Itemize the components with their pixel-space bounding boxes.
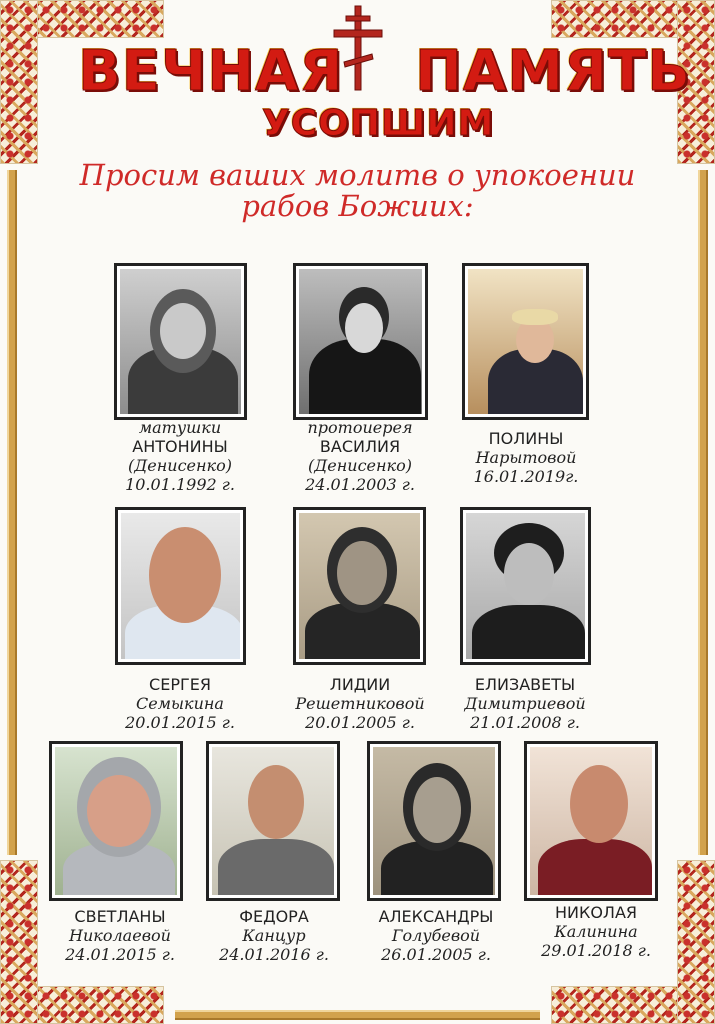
caption-antonina — [100, 418, 260, 494]
portrait-photo — [460, 507, 591, 665]
date-label: 26.01.2005 г. — [381, 945, 491, 964]
name-label: ПОЛИНЫ — [488, 429, 564, 448]
banner-word-right: ПАМЯТЬ — [415, 39, 691, 104]
date-label: 21.01.2008 г. — [470, 713, 580, 732]
caption-vasiliy — [280, 418, 440, 494]
portrait-photo — [462, 263, 589, 420]
date-label: 29.01.2018 г. — [541, 941, 651, 960]
portrait-photo — [524, 741, 658, 901]
ornament-right-bottom — [677, 860, 715, 1024]
name-label: СВЕТЛАНЫ — [74, 907, 166, 926]
date-label: 24.01.2016 г. — [219, 945, 329, 964]
name-label: СЕРГЕЯ — [149, 675, 211, 694]
surname-label: (Денисенко) — [128, 456, 232, 475]
portrait-photo — [367, 741, 501, 901]
border-right — [698, 170, 708, 855]
date-label: 24.01.2015 г. — [65, 945, 175, 964]
name-label: АНТОНИНЫ — [132, 437, 228, 456]
ornament-left-top — [0, 0, 38, 164]
border-left — [7, 170, 17, 855]
caption-nikolay — [516, 903, 676, 960]
surname-label: Калинина — [554, 922, 638, 941]
surname-label: (Денисенко) — [308, 456, 412, 475]
date-label: 16.01.2019г. — [473, 467, 579, 486]
banner-word-sub: УСОПШИМ — [262, 103, 495, 144]
surname-label: Димитриевой — [464, 694, 586, 713]
surname-label: Семыкина — [136, 694, 224, 713]
name-label: ВАСИЛИЯ — [319, 437, 401, 456]
date-label: 24.01.2003 г. — [305, 475, 415, 494]
surname-label: Нарытовой — [475, 448, 577, 467]
surname-label: Решетниковой — [295, 694, 425, 713]
date-label: 20.01.2005 г. — [305, 713, 415, 732]
rank-label: протоиерея — [307, 418, 413, 437]
portrait-photo — [206, 741, 340, 901]
caption-svetlana — [40, 907, 200, 964]
name-label: ЛИДИИ — [329, 675, 391, 694]
date-label: 10.01.1992 г. — [125, 475, 235, 494]
surname-label: Голубевой — [391, 926, 481, 945]
name-label: АЛЕКСАНДРЫ — [378, 907, 494, 926]
border-bottom — [175, 1010, 540, 1020]
prayer-request-line1: Просим ваших молитв о упокоении — [79, 158, 636, 192]
orthodox-cross-icon — [328, 4, 388, 94]
surname-label: Канцур — [242, 926, 306, 945]
rank-label: матушки — [138, 418, 222, 437]
banner-word-left: ВЕЧНАЯ — [78, 39, 344, 104]
caption-aleksandra — [356, 907, 516, 964]
caption-lidiya — [280, 675, 440, 732]
prayer-request-line2: рабов Божиих: — [241, 189, 474, 223]
caption-sergey — [100, 675, 260, 732]
ornament-left-bottom — [0, 860, 38, 1024]
surname-label: Николаевой — [69, 926, 171, 945]
name-label: НИКОЛАЯ — [554, 903, 638, 922]
portrait-photo — [115, 507, 246, 665]
portrait-photo — [293, 263, 428, 420]
name-label: ФЕДОРА — [239, 907, 309, 926]
caption-fedor — [194, 907, 354, 964]
portrait-photo — [293, 507, 426, 665]
name-label: ЕЛИЗАВЕТЫ — [474, 675, 576, 694]
caption-polina — [446, 429, 606, 486]
date-label: 20.01.2015 г. — [125, 713, 235, 732]
portrait-photo — [49, 741, 183, 901]
portrait-photo — [114, 263, 247, 420]
caption-elizaveta — [445, 675, 605, 732]
